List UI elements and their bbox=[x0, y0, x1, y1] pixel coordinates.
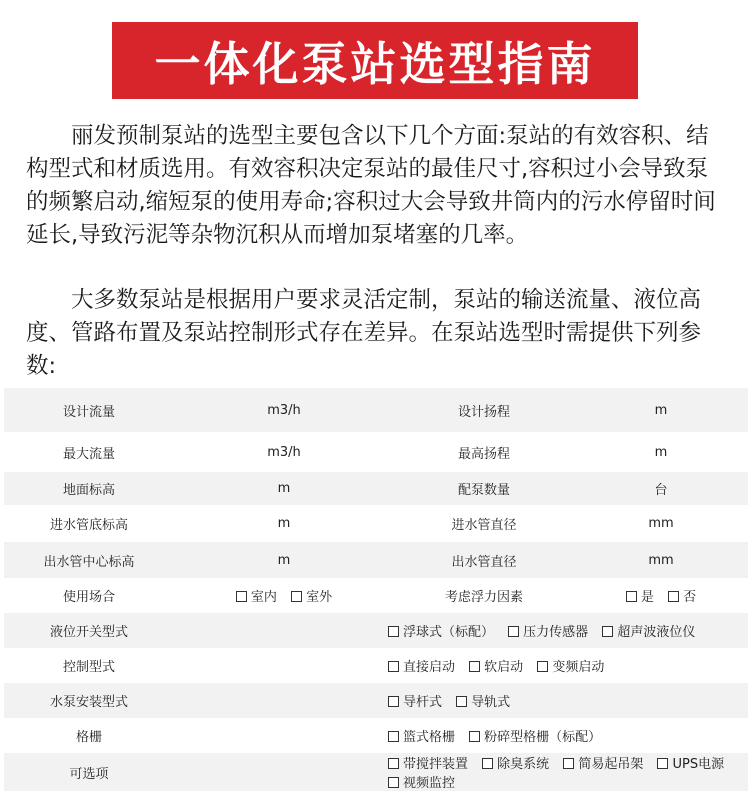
table-row bbox=[4, 388, 748, 432]
pump-install-options bbox=[174, 683, 748, 718]
param-unit: m3/h bbox=[267, 402, 301, 418]
option-item[interactable] bbox=[388, 757, 468, 772]
option-item[interactable] bbox=[388, 625, 494, 640]
param-label: 出水管中心标高 bbox=[43, 554, 135, 570]
param-unit: mm bbox=[648, 552, 674, 568]
grille-options bbox=[174, 718, 748, 753]
option-label: 带搅拌装置 bbox=[403, 757, 469, 772]
checkbox-icon[interactable] bbox=[456, 696, 467, 707]
option-item[interactable] bbox=[469, 660, 523, 675]
option-item[interactable] bbox=[482, 757, 549, 772]
option-label: 压力传感器 bbox=[523, 625, 589, 640]
checkbox-icon[interactable] bbox=[469, 661, 480, 672]
option-item[interactable] bbox=[388, 776, 455, 791]
table-row bbox=[4, 718, 748, 753]
param-label: 配泵数量 bbox=[457, 483, 510, 498]
control-type-options bbox=[174, 648, 748, 683]
param-label: 液位开关型式 bbox=[49, 625, 128, 640]
requirements-paragraph: 大多数泵站是根据用户要求灵活定制，泵站的输送流量、液位高度、管路布置及泵站控制形式存在差异。在泵站选型时需提供下列参数: bbox=[26, 287, 702, 379]
checkbox-icon[interactable] bbox=[537, 661, 548, 672]
param-label: 出水管直径 bbox=[451, 554, 517, 570]
param-label: 格栅 bbox=[75, 730, 102, 745]
checkbox-icon[interactable] bbox=[388, 758, 399, 769]
param-unit: m bbox=[654, 444, 668, 460]
level-switch-options bbox=[174, 613, 748, 648]
table-row bbox=[4, 472, 748, 505]
table-row bbox=[4, 432, 748, 472]
option-indoor[interactable] bbox=[236, 590, 277, 605]
table-row bbox=[4, 542, 748, 578]
checkbox-icon[interactable] bbox=[388, 777, 399, 788]
parameter-table bbox=[4, 388, 748, 791]
param-label: 控制型式 bbox=[62, 660, 115, 675]
option-no[interactable] bbox=[668, 590, 696, 605]
table-row bbox=[4, 648, 748, 683]
param-label: 进水管直径 bbox=[451, 518, 517, 533]
option-item[interactable] bbox=[388, 660, 455, 675]
option-item[interactable] bbox=[388, 695, 442, 710]
param-unit: m bbox=[654, 402, 668, 418]
checkbox-icon[interactable] bbox=[388, 626, 399, 637]
option-label: 浮球式（标配） bbox=[403, 625, 495, 640]
param-label: 可选项 bbox=[69, 766, 109, 782]
checkbox-icon[interactable] bbox=[388, 661, 399, 672]
param-unit: mm bbox=[648, 516, 674, 531]
checkbox-icon[interactable] bbox=[563, 758, 574, 769]
param-unit: 台 bbox=[654, 483, 668, 498]
option-item[interactable] bbox=[508, 625, 588, 640]
checkbox-icon[interactable] bbox=[388, 731, 399, 742]
option-label: 室外 bbox=[306, 590, 333, 605]
option-item[interactable] bbox=[469, 730, 601, 745]
option-label: 导杆式 bbox=[403, 695, 443, 710]
checkbox-icon[interactable] bbox=[236, 591, 247, 602]
param-unit: m bbox=[277, 481, 291, 496]
table-row bbox=[4, 753, 748, 791]
param-label: 水泵安装型式 bbox=[49, 695, 128, 710]
option-item[interactable] bbox=[456, 695, 510, 710]
option-label: 室内 bbox=[250, 590, 277, 605]
param-label: 最高扬程 bbox=[457, 446, 510, 462]
param-label: 地面标高 bbox=[62, 483, 115, 498]
option-item[interactable] bbox=[602, 625, 695, 640]
checkbox-icon[interactable] bbox=[482, 758, 493, 769]
option-label: 导轨式 bbox=[471, 695, 511, 710]
option-label: 是 bbox=[640, 590, 654, 605]
table-row bbox=[4, 683, 748, 718]
checkbox-icon[interactable] bbox=[657, 758, 668, 769]
option-item[interactable] bbox=[563, 757, 643, 772]
usage-options bbox=[174, 578, 394, 613]
title-banner bbox=[112, 22, 638, 99]
option-label: 变频启动 bbox=[552, 660, 605, 675]
param-unit: m bbox=[277, 516, 291, 531]
checkbox-icon[interactable] bbox=[508, 626, 519, 637]
option-yes[interactable] bbox=[626, 590, 654, 605]
param-unit: m3/h bbox=[267, 444, 301, 460]
checkbox-icon[interactable] bbox=[388, 696, 399, 707]
option-label: 软启动 bbox=[484, 660, 524, 675]
param-label: 考虑浮力因素 bbox=[444, 590, 523, 605]
option-label: UPS电源 bbox=[672, 757, 725, 772]
option-label: 否 bbox=[683, 590, 697, 605]
param-label: 设计扬程 bbox=[457, 404, 510, 420]
optional-items bbox=[174, 753, 748, 791]
param-label: 最大流量 bbox=[62, 446, 115, 462]
option-item[interactable] bbox=[537, 660, 604, 675]
option-label: 直接启动 bbox=[403, 660, 456, 675]
param-label: 使用场合 bbox=[62, 590, 115, 605]
buoyancy-options bbox=[574, 578, 748, 613]
param-label: 进水管底标高 bbox=[49, 518, 128, 533]
checkbox-icon[interactable] bbox=[602, 626, 613, 637]
option-label: 视频监控 bbox=[403, 776, 456, 791]
option-outdoor[interactable] bbox=[291, 590, 332, 605]
option-item[interactable] bbox=[657, 757, 724, 772]
option-label: 超声波液位仪 bbox=[617, 625, 696, 640]
checkbox-icon[interactable] bbox=[469, 731, 480, 742]
checkbox-icon[interactable] bbox=[668, 591, 679, 602]
table-row bbox=[4, 505, 748, 542]
table-row bbox=[4, 613, 748, 648]
checkbox-icon[interactable] bbox=[291, 591, 302, 602]
intro-paragraph: 丽发预制泵站的选型主要包含以下几个方面:泵站的有效容积、结构型式和材质选用。有效容积决定泵站的最佳尺寸,容积过小会导致泵的频繁启动,缩短泵的使用寿命;容积过大会导致井筒内的污水停留时间延长,导致污泥等杂物沉积从而增加泵堵塞的几率。 bbox=[26, 123, 716, 248]
page-title: 一体化泵站选型指南 bbox=[154, 36, 596, 91]
option-label: 篮式格栅 bbox=[403, 730, 456, 745]
param-unit: m bbox=[277, 552, 291, 568]
option-label: 粉碎型格栅（标配） bbox=[484, 730, 602, 745]
param-label: 设计流量 bbox=[62, 404, 115, 420]
option-label: 简易起吊架 bbox=[578, 757, 644, 772]
checkbox-icon[interactable] bbox=[626, 591, 637, 602]
table-row bbox=[4, 578, 748, 613]
option-item[interactable] bbox=[388, 730, 455, 745]
option-label: 除臭系统 bbox=[497, 757, 550, 772]
